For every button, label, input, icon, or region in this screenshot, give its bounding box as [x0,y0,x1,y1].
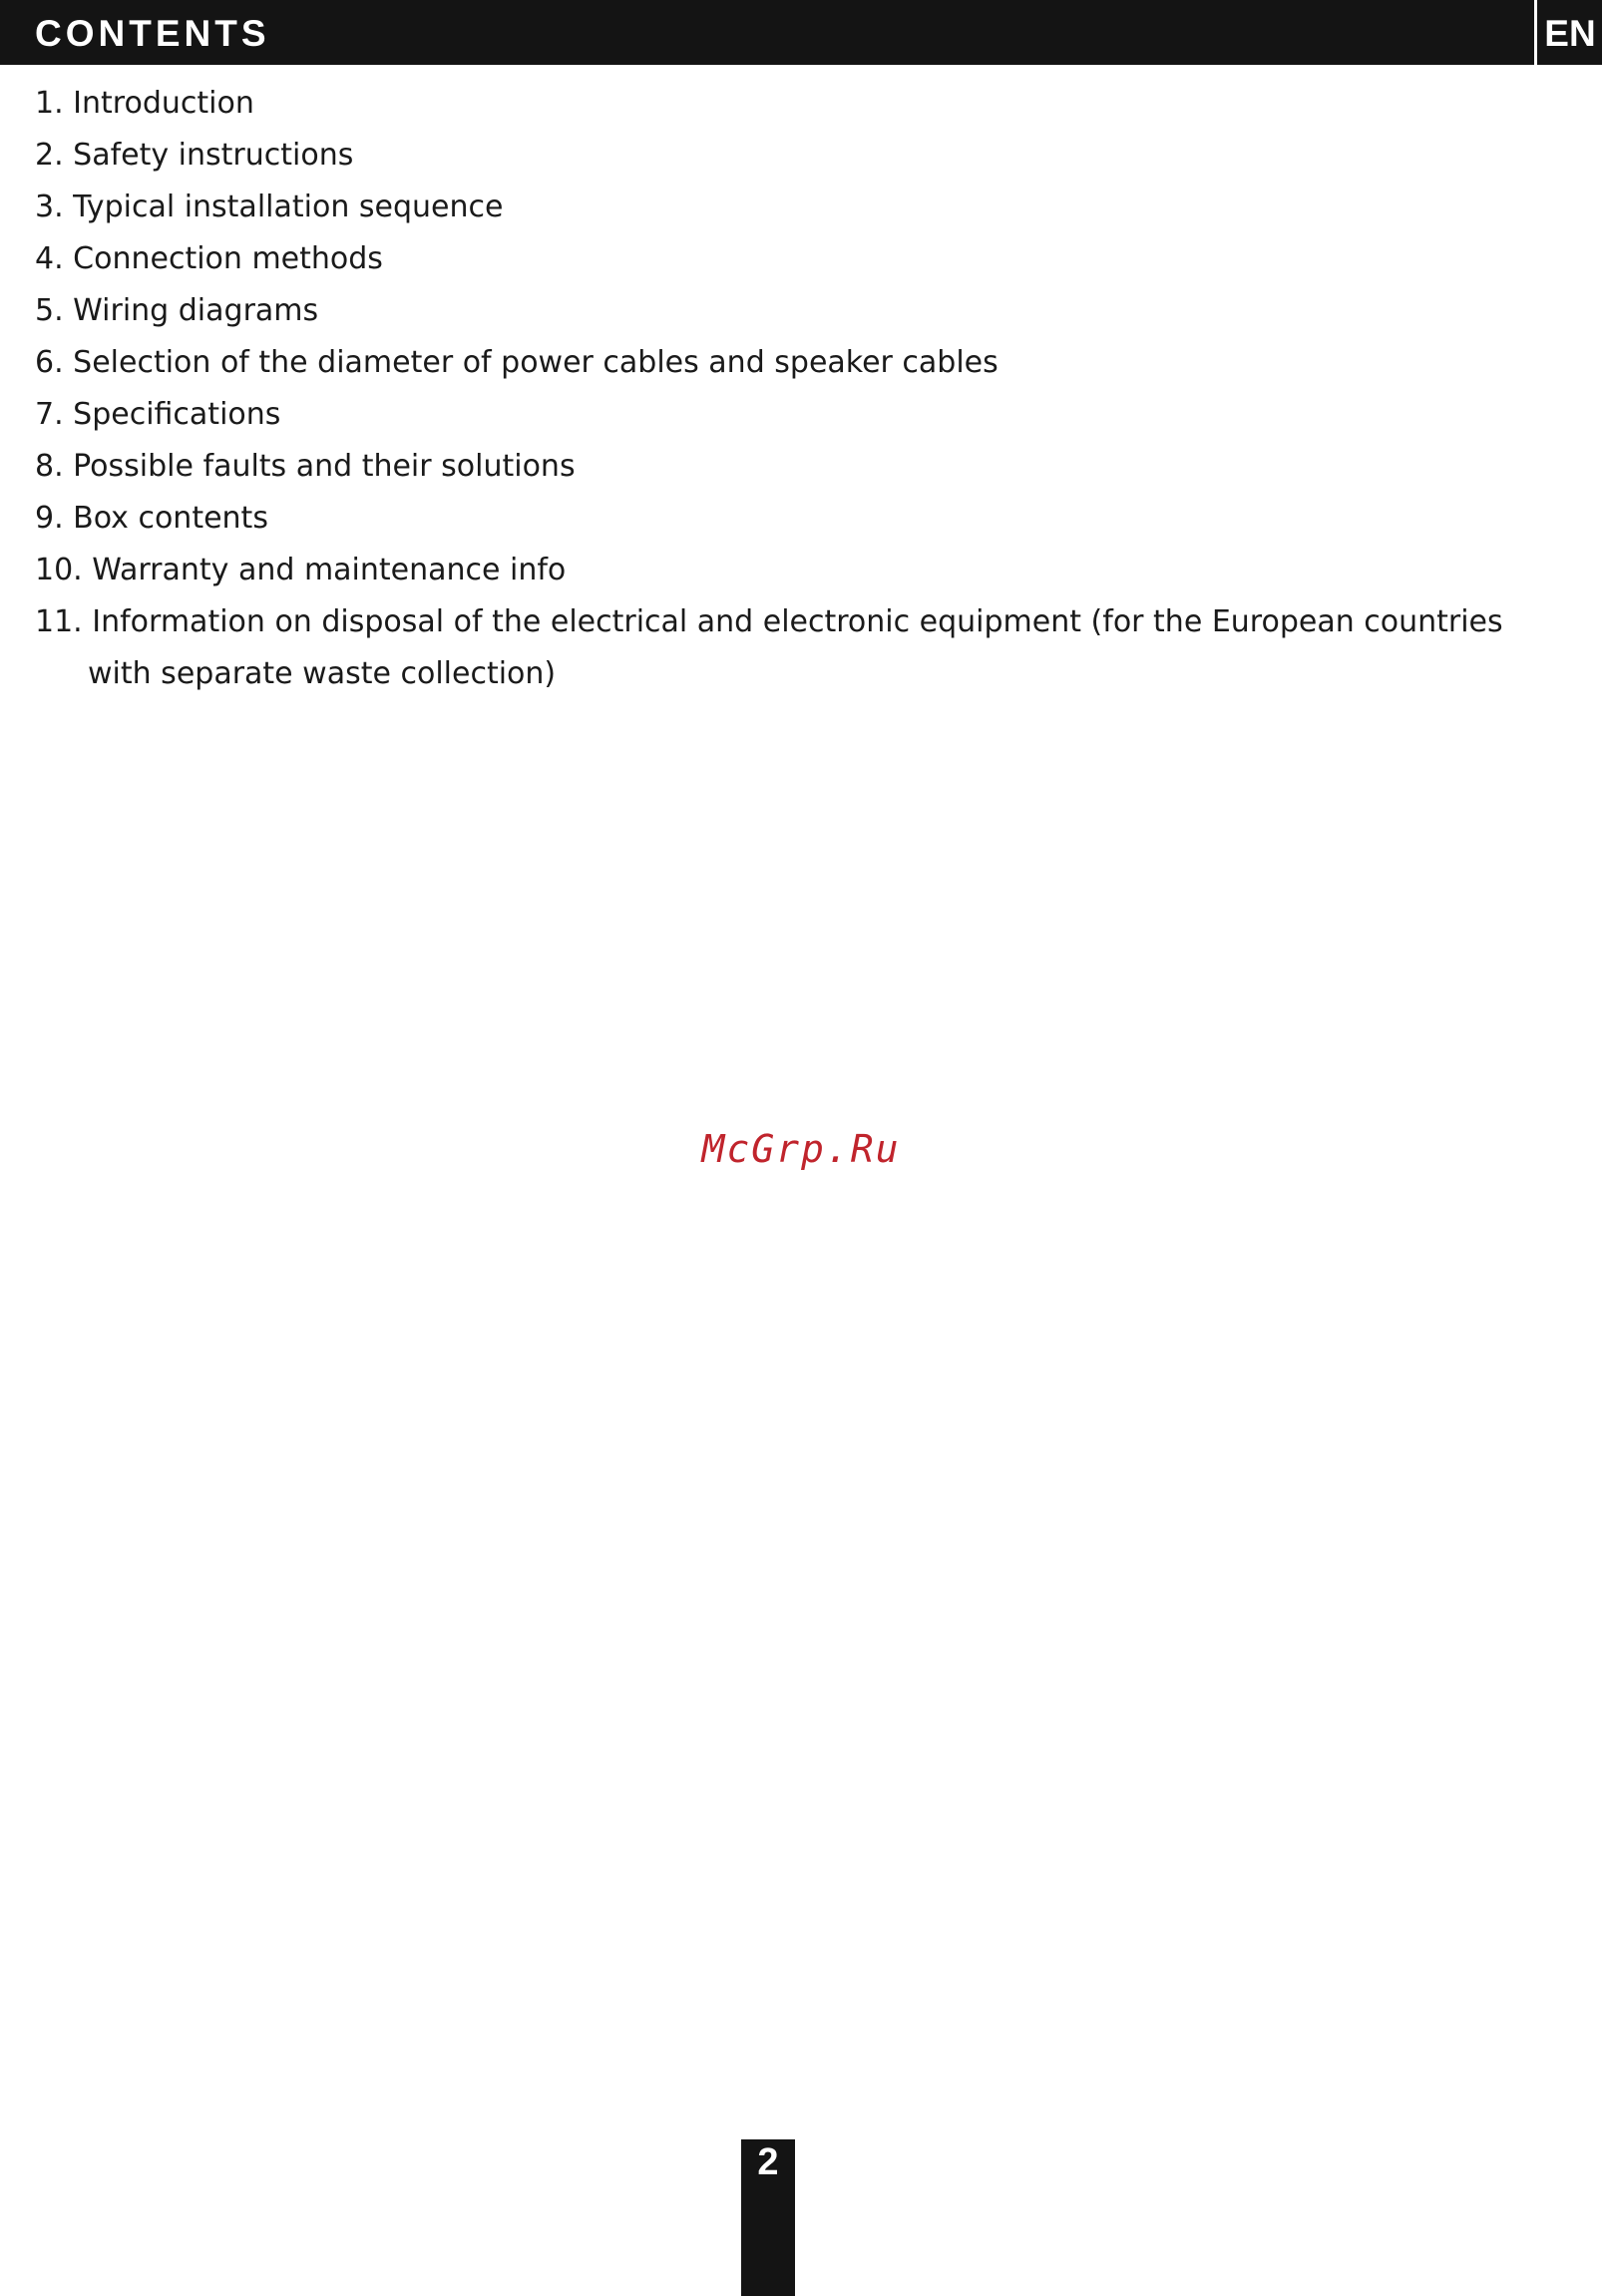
toc-item-specifications[interactable]: 7. Specifications [35,397,281,432]
toc-item-introduction[interactable]: 1. Introduction [35,86,254,121]
page-title: CONTENTS [35,13,270,54]
toc-item-possible-faults[interactable]: 8. Possible faults and their solutions [35,449,576,484]
table-of-contents [35,78,1531,700]
toc-item-disposal-info[interactable]: 11. Information on disposal of the electrical and electronic equipment (for the European countries with separate waste collection) [35,604,1503,691]
toc-item-cable-selection[interactable]: 6. Selection of the diameter of power cables and speaker cables [35,345,999,380]
toc-item-wiring-diagrams[interactable]: 5. Wiring diagrams [35,293,319,328]
language-label: EN [1544,13,1596,54]
toc-item-box-contents[interactable]: 9. Box contents [35,501,268,536]
toc-item-installation-sequence[interactable]: 3. Typical installation sequence [35,190,504,224]
watermark: McGrp.Ru [701,1127,901,1171]
toc-item-connection-methods[interactable]: 4. Connection methods [35,241,383,276]
page-number: 2 [757,2141,779,2183]
toc-item-warranty[interactable]: 10. Warranty and maintenance info [35,553,567,587]
toc-item-safety-instructions[interactable]: 2. Safety instructions [35,138,354,173]
